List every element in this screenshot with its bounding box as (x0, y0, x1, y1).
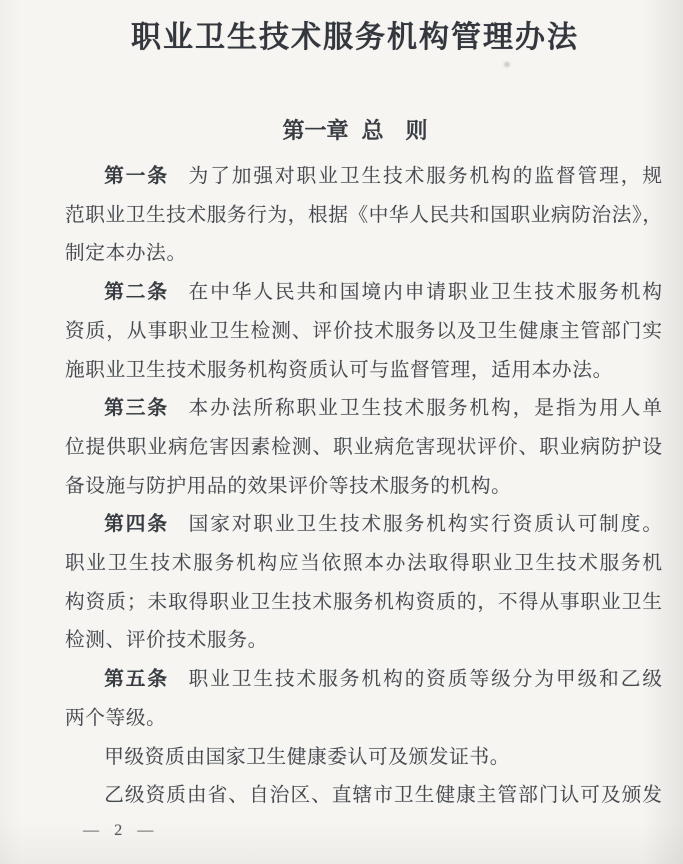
text-line (65, 700, 662, 739)
line-text: 施职业卫生技术服务机构资质认可与监督管理，适用本办法。 (65, 359, 613, 381)
text-line (65, 545, 662, 584)
article-number: 第五条 (104, 669, 170, 691)
line-text: 位提供职业病危害因素检测、职业病危害现状评价、职业病防护设 (65, 436, 662, 458)
article-number: 第一条 (104, 166, 170, 187)
line-text: 构资质；未取得职业卫生技术服务机构资质的，不得从事职业卫生 (65, 591, 662, 613)
chapter-number: 第一章 (282, 118, 349, 143)
text-line (65, 235, 662, 274)
line-text: 为了加强对职业卫生技术服务机构的监督管理，规 (188, 166, 662, 187)
line-text: 两个等级。 (65, 707, 167, 729)
article-number: 第四条 (104, 514, 170, 536)
document-title: 职业卫生技术服务机构管理办法 (131, 21, 579, 54)
text-line (65, 429, 662, 468)
text-line (65, 274, 662, 313)
text-line (65, 468, 662, 507)
article-number: 第三条 (104, 398, 170, 420)
text-line (65, 777, 662, 816)
line-text: 备设施与防护用品的效果评价等技术服务的机构。 (65, 475, 512, 497)
page-number: — 2 — (83, 822, 159, 839)
scan-artifact (504, 62, 510, 67)
line-text: 制定本办法。 (65, 243, 187, 265)
line-text: 在中华人民共和国境内申请职业卫生技术服务机构 (188, 282, 662, 304)
text-line (65, 313, 662, 352)
text-line (65, 506, 662, 545)
text-line (65, 739, 662, 778)
line-text: 职业卫生技术服务机构的资质等级分为甲级和乙级 (188, 669, 662, 691)
line-text: 资质，从事职业卫生检测、评价技术服务以及卫生健康主管部门实 (65, 320, 662, 342)
line-text: 乙级资质由省、自治区、直辖市卫生健康主管部门认可及颁发 (104, 785, 662, 807)
line-text: 范职业卫生技术服务行为，根据《中华人民共和国职业病防治法》， (65, 204, 662, 226)
text-line (65, 390, 662, 429)
text-line (65, 352, 662, 391)
line-text: 检测、评价技术服务。 (65, 630, 268, 652)
document-body (65, 158, 662, 816)
text-line (65, 622, 662, 661)
chapter-heading (27, 118, 683, 144)
article-number: 第二条 (104, 282, 170, 304)
chapter-title: 总 则 (361, 118, 428, 143)
line-text: 国家对职业卫生技术服务机构实行资质认可制度。 (188, 514, 662, 536)
text-line (65, 197, 662, 236)
line-text: 甲级资质由国家卫生健康委认可及颁发证书。 (104, 746, 511, 768)
line-text: 本办法所称职业卫生技术服务机构，是指为用人单 (188, 398, 662, 420)
text-line (65, 158, 662, 197)
text-line (65, 661, 662, 700)
text-line (65, 584, 662, 623)
line-text: 职业卫生技术服务机构应当依照本办法取得职业卫生技术服务机 (65, 553, 662, 575)
